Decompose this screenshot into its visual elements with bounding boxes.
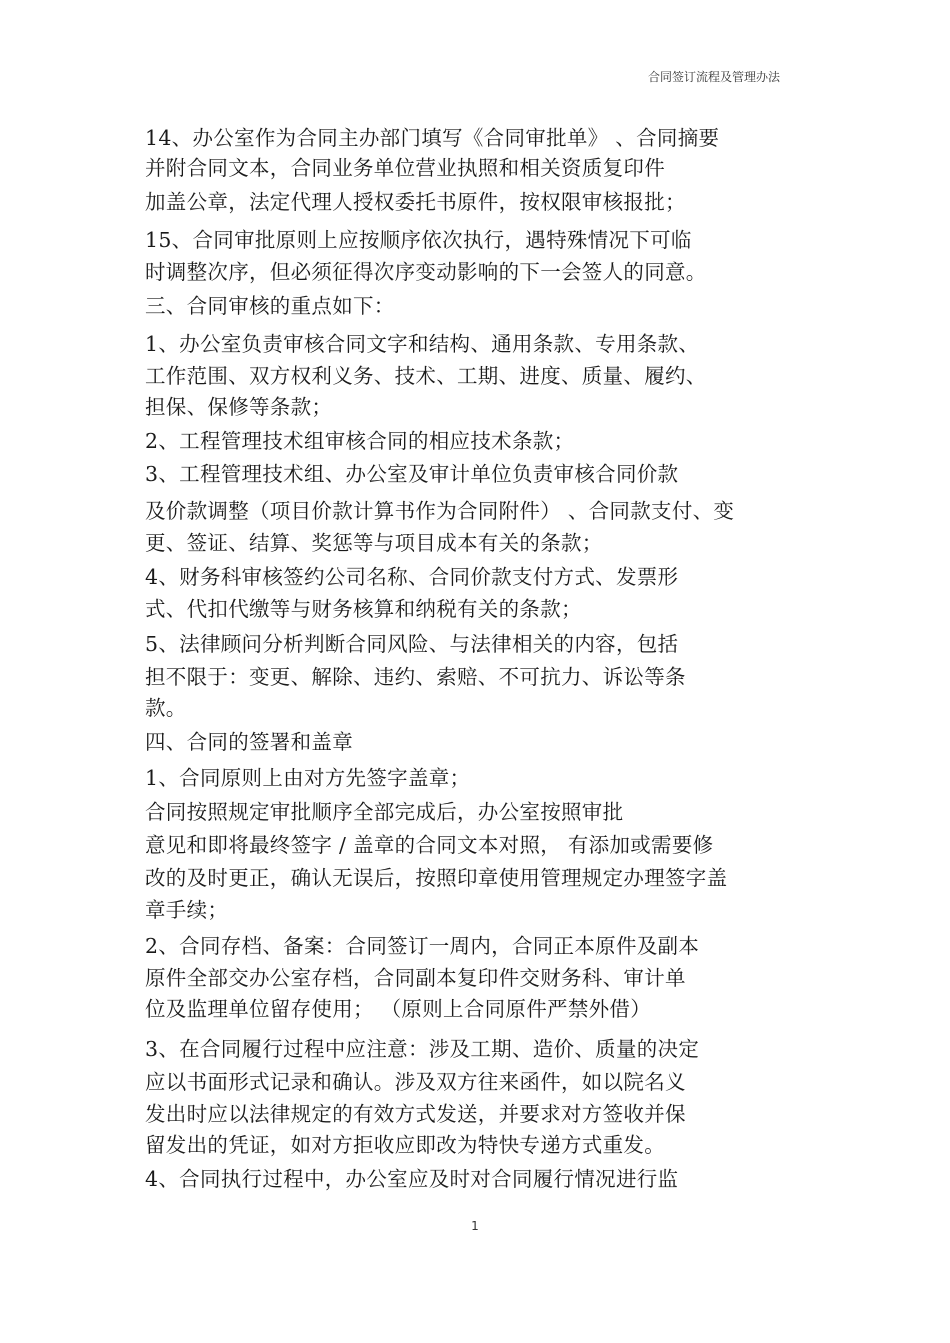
text-line: 5、法律顾问分析判断合同风险、与法律相关的内容，包括 (145, 632, 679, 656)
text-line: 时调整次序，但必须征得次序变动影响的下一会签人的同意。 (145, 260, 707, 284)
text-line: 及价款调整（项目价款计算书作为合同附件） 、合同款支付、变 (145, 499, 735, 523)
text-line: 担不限于：变更、解除、违约、索赔、不可抗力、诉讼等条 (145, 665, 686, 689)
text-line: 2、工程管理技术组审核合同的相应技术条款； (145, 429, 575, 453)
text-line: 3、工程管理技术组、办公室及审计单位负责审核合同价款 (145, 462, 679, 486)
text-line: 位及监理单位留存使用； （原则上合同原件严禁外借） (145, 997, 652, 1021)
section-heading: 三、合同审核的重点如下： (145, 294, 395, 318)
text-line: 应以书面形式记录和确认。涉及双方往来函件，如以院名义 (145, 1070, 686, 1094)
text-line: 加盖公章，法定代理人授权委托书原件，按权限审核报批； (145, 190, 686, 214)
text-line: 2、合同存档、备案：合同签订一周内，合同正本原件及副本 (145, 934, 700, 958)
text-line: 章手续； (145, 898, 229, 922)
text-line: 3、在合同履行过程中应注意：涉及工期、造价、质量的决定 (145, 1037, 700, 1061)
text-line: 1、办公室负责审核合同文字和结构、通用条款、专用条款、 (145, 332, 700, 356)
text-line: 原件全部交办公室存档，合同副本复印件交财务科、审计单 (145, 966, 686, 990)
page-header: 合同签订流程及管理办法 (647, 70, 780, 84)
text-line: 4、财务科审核签约公司名称、合同价款支付方式、发票形 (145, 565, 679, 589)
text-line: 发出时应以法律规定的有效方式发送，并要求对方签收并保 (145, 1102, 686, 1126)
text-line: 式、代扣代缴等与财务核算和纳税有关的条款； (145, 597, 582, 621)
text-line: 14、办公室作为合同主办部门填写《合同审批单》 、合同摘要 (145, 126, 720, 150)
text-line: 4、合同执行过程中，办公室应及时对合同履行情况进行监 (145, 1167, 679, 1191)
page-number: 1 (471, 1219, 479, 1233)
text-line: 担保、保修等条款； (145, 395, 333, 419)
text-line: 意见和即将最终签字 / 盖章的合同文本对照， 有添加或需要修 (145, 833, 714, 857)
text-line: 更、签证、结算、奖惩等与项目成本有关的条款； (145, 531, 603, 555)
text-line: 留发出的凭证，如对方拒收应即改为特快专递方式重发。 (145, 1133, 665, 1157)
text-line: 款。 (145, 696, 187, 720)
text-line: 合同按照规定审批顺序全部完成后，办公室按照审批 (145, 800, 624, 824)
text-line: 15、合同审批原则上应按顺序依次执行，遇特殊情况下可临 (145, 228, 692, 252)
section-heading: 四、合同的签署和盖章 (145, 730, 353, 754)
text-line: 改的及时更正，确认无误后，按照印章使用管理规定办理签字盖 (145, 866, 728, 890)
text-line: 并附合同文本，合同业务单位营业执照和相关资质复印件 (145, 156, 665, 180)
text-line: 1、合同原则上由对方先签字盖章； (145, 766, 471, 790)
text-line: 工作范围、双方权利义务、技术、工期、进度、质量、履约、 (145, 364, 707, 388)
